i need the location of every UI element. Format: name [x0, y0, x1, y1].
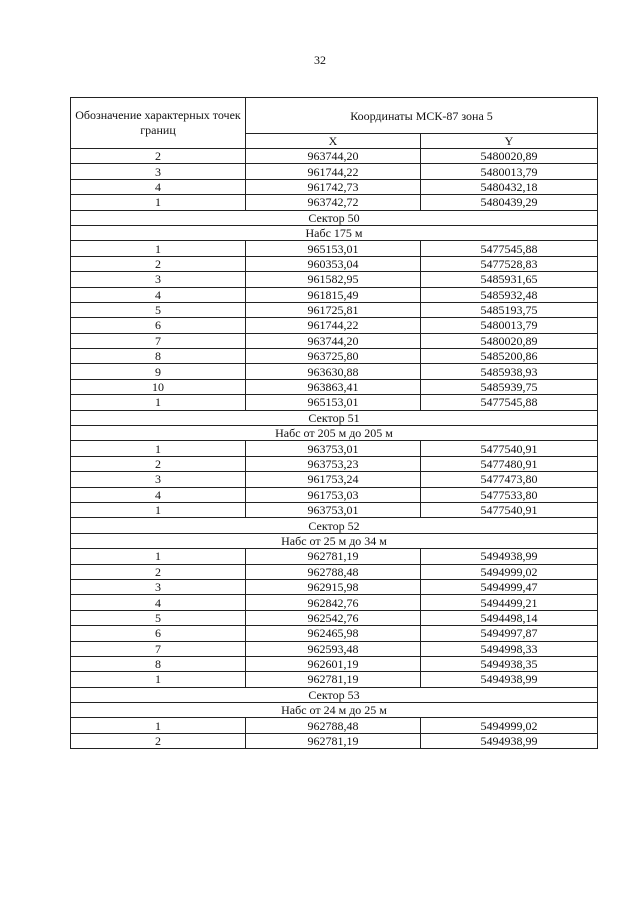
- y-coordinate-cell: 5494938,99: [421, 672, 598, 687]
- x-coordinate-cell: 961744,22: [246, 318, 421, 333]
- point-number-cell: 4: [71, 179, 246, 194]
- table-row: [71, 656, 598, 671]
- x-coordinate-cell: 961815,49: [246, 287, 421, 302]
- y-coordinate-cell: 5494999,47: [421, 579, 598, 594]
- x-coordinate-cell: 962781,19: [246, 733, 421, 748]
- y-coordinate-cell: 5477545,88: [421, 241, 598, 256]
- table-row: [71, 379, 598, 394]
- y-coordinate-cell: 5494997,87: [421, 626, 598, 641]
- table-row: [71, 456, 598, 471]
- section-row: [71, 703, 598, 718]
- y-coordinate-cell: 5480013,79: [421, 318, 598, 333]
- table-row: [71, 333, 598, 348]
- x-coordinate-cell: 962788,48: [246, 564, 421, 579]
- x-coordinate-cell: 963863,41: [246, 379, 421, 394]
- point-number-cell: 1: [71, 672, 246, 687]
- x-coordinate-cell: 963753,01: [246, 502, 421, 517]
- table-row: [71, 579, 598, 594]
- y-coordinate-cell: 5480432,18: [421, 179, 598, 194]
- point-number-cell: 7: [71, 333, 246, 348]
- x-coordinate-cell: 962915,98: [246, 579, 421, 594]
- x-coordinate-cell: 963744,20: [246, 149, 421, 164]
- section-row: [71, 426, 598, 441]
- point-number-cell: 2: [71, 256, 246, 271]
- point-number-cell: 9: [71, 364, 246, 379]
- x-coordinate-cell: 961744,22: [246, 164, 421, 179]
- y-coordinate-cell: 5494499,21: [421, 595, 598, 610]
- header-x: X: [246, 134, 421, 149]
- y-coordinate-cell: 5485938,93: [421, 364, 598, 379]
- x-coordinate-cell: 962842,76: [246, 595, 421, 610]
- section-label: Сектор 50: [71, 210, 598, 225]
- x-coordinate-cell: 963753,01: [246, 441, 421, 456]
- point-number-cell: 3: [71, 472, 246, 487]
- point-number-cell: 1: [71, 441, 246, 456]
- table-row: [71, 626, 598, 641]
- table-row: [71, 272, 598, 287]
- x-coordinate-cell: 965153,01: [246, 395, 421, 410]
- x-coordinate-cell: 962781,19: [246, 672, 421, 687]
- section-label: Сектор 52: [71, 518, 598, 533]
- header-y: Y: [421, 134, 598, 149]
- coordinates-table: [70, 97, 598, 749]
- section-label: Сектор 51: [71, 410, 598, 425]
- point-number-cell: 8: [71, 656, 246, 671]
- y-coordinate-cell: 5477528,83: [421, 256, 598, 271]
- point-number-cell: 3: [71, 272, 246, 287]
- table-row: [71, 564, 598, 579]
- y-coordinate-cell: 5477540,91: [421, 441, 598, 456]
- table-row: [71, 487, 598, 502]
- table-row: [71, 164, 598, 179]
- y-coordinate-cell: 5480013,79: [421, 164, 598, 179]
- point-number-cell: 4: [71, 287, 246, 302]
- point-number-cell: 6: [71, 626, 246, 641]
- x-coordinate-cell: 963744,20: [246, 333, 421, 348]
- section-label: Набс от 24 м до 25 м: [71, 703, 598, 718]
- y-coordinate-cell: 5485932,48: [421, 287, 598, 302]
- point-number-cell: 3: [71, 579, 246, 594]
- page-number: 32: [314, 53, 326, 67]
- x-coordinate-cell: 961725,81: [246, 302, 421, 317]
- section-row: [71, 687, 598, 702]
- point-number-cell: 4: [71, 487, 246, 502]
- table-row: [71, 733, 598, 748]
- table-row: [71, 502, 598, 517]
- point-number-cell: 5: [71, 302, 246, 317]
- y-coordinate-cell: 5494938,99: [421, 733, 598, 748]
- y-coordinate-cell: 5477480,91: [421, 456, 598, 471]
- table-row: [71, 349, 598, 364]
- section-label: Набс от 205 м до 205 м: [71, 426, 598, 441]
- x-coordinate-cell: 965153,01: [246, 241, 421, 256]
- point-number-cell: 8: [71, 349, 246, 364]
- x-coordinate-cell: 962788,48: [246, 718, 421, 733]
- header-coordinates-title: Координаты МСК-87 зона 5: [246, 98, 598, 134]
- table-row: [71, 318, 598, 333]
- x-coordinate-cell: 962593,48: [246, 641, 421, 656]
- x-coordinate-cell: 963630,88: [246, 364, 421, 379]
- y-coordinate-cell: 5485193,75: [421, 302, 598, 317]
- table-row: [71, 256, 598, 271]
- table-row: [71, 287, 598, 302]
- point-number-cell: 10: [71, 379, 246, 394]
- y-coordinate-cell: 5494498,14: [421, 610, 598, 625]
- table-row: [71, 441, 598, 456]
- x-coordinate-cell: 961753,03: [246, 487, 421, 502]
- x-coordinate-cell: 962465,98: [246, 626, 421, 641]
- header-designation: Обозначение характерных точек границ: [71, 98, 246, 149]
- x-coordinate-cell: 961742,73: [246, 179, 421, 194]
- table-row: [71, 472, 598, 487]
- y-coordinate-cell: 5477540,91: [421, 502, 598, 517]
- point-number-cell: 2: [71, 456, 246, 471]
- x-coordinate-cell: 963742,72: [246, 195, 421, 210]
- table-row: [71, 241, 598, 256]
- y-coordinate-cell: 5494999,02: [421, 718, 598, 733]
- y-coordinate-cell: 5477545,88: [421, 395, 598, 410]
- table-row: [71, 195, 598, 210]
- y-coordinate-cell: 5494938,35: [421, 656, 598, 671]
- y-coordinate-cell: 5485931,65: [421, 272, 598, 287]
- table-row: [71, 364, 598, 379]
- y-coordinate-cell: 5494999,02: [421, 564, 598, 579]
- section-label: Набс 175 м: [71, 225, 598, 240]
- table-row: [71, 549, 598, 564]
- y-coordinate-cell: 5477533,80: [421, 487, 598, 502]
- table-row: [71, 179, 598, 194]
- point-number-cell: 6: [71, 318, 246, 333]
- y-coordinate-cell: 5480020,89: [421, 149, 598, 164]
- y-coordinate-cell: 5494998,33: [421, 641, 598, 656]
- section-label: Сектор 53: [71, 687, 598, 702]
- point-number-cell: 1: [71, 195, 246, 210]
- table-row: [71, 595, 598, 610]
- section-row: [71, 225, 598, 240]
- point-number-cell: 3: [71, 164, 246, 179]
- point-number-cell: 1: [71, 549, 246, 564]
- point-number-cell: 2: [71, 733, 246, 748]
- y-coordinate-cell: 5494938,99: [421, 549, 598, 564]
- x-coordinate-cell: 960353,04: [246, 256, 421, 271]
- coordinates-table-body: [71, 98, 598, 749]
- point-number-cell: 1: [71, 395, 246, 410]
- section-row: [71, 518, 598, 533]
- table-row: [71, 395, 598, 410]
- section-row: [71, 210, 598, 225]
- table-header-row: [71, 98, 598, 134]
- table-row: [71, 610, 598, 625]
- x-coordinate-cell: 962542,76: [246, 610, 421, 625]
- point-number-cell: 1: [71, 502, 246, 517]
- table-row: [71, 641, 598, 656]
- table-row: [71, 672, 598, 687]
- point-number-cell: 5: [71, 610, 246, 625]
- point-number-cell: 1: [71, 241, 246, 256]
- section-label: Набс от 25 м до 34 м: [71, 533, 598, 548]
- y-coordinate-cell: 5480020,89: [421, 333, 598, 348]
- y-coordinate-cell: 5485200,86: [421, 349, 598, 364]
- x-coordinate-cell: 963725,80: [246, 349, 421, 364]
- point-number-cell: 2: [71, 564, 246, 579]
- section-row: [71, 533, 598, 548]
- table-row: [71, 718, 598, 733]
- x-coordinate-cell: 961582,95: [246, 272, 421, 287]
- x-coordinate-cell: 962601,19: [246, 656, 421, 671]
- section-row: [71, 410, 598, 425]
- y-coordinate-cell: 5485939,75: [421, 379, 598, 394]
- x-coordinate-cell: 961753,24: [246, 472, 421, 487]
- point-number-cell: 7: [71, 641, 246, 656]
- point-number-cell: 4: [71, 595, 246, 610]
- x-coordinate-cell: 962781,19: [246, 549, 421, 564]
- table-row: [71, 302, 598, 317]
- point-number-cell: 2: [71, 149, 246, 164]
- table-row: [71, 149, 598, 164]
- point-number-cell: 1: [71, 718, 246, 733]
- y-coordinate-cell: 5477473,80: [421, 472, 598, 487]
- y-coordinate-cell: 5480439,29: [421, 195, 598, 210]
- x-coordinate-cell: 963753,23: [246, 456, 421, 471]
